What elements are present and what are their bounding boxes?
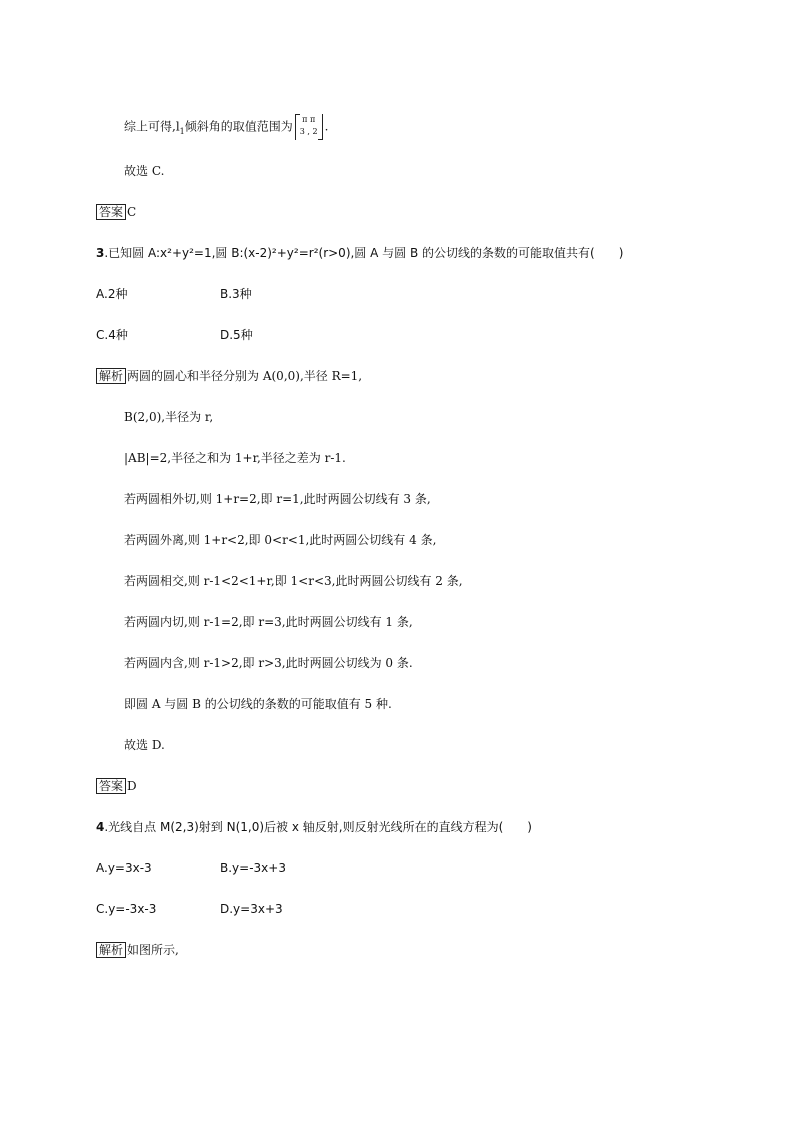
q3-option-d: D.5种 <box>220 328 253 342</box>
interval-bracket: π π 3 , 2 <box>295 114 323 140</box>
q3-option-a: A.2种 <box>96 287 128 301</box>
analysis-tag: 解析 <box>96 368 126 384</box>
q4-option-d: D.y=3x+3 <box>220 902 283 916</box>
q2-conclusion: 综上可得$,l_1$倾斜角的取值范围为 π π 3 , 2 . <box>124 114 328 140</box>
q3-analysis-line: 若两圆外离,则 1+r<2,即 0<r<1,此时两圆公切线有 4 条, <box>124 533 437 547</box>
q3-analysis-first: 解析 两圆的圆心和半径分别为 A(0,0),半径 R=1, <box>96 368 362 384</box>
answer-tag: 答案 <box>96 778 126 794</box>
q3-option-c: C.4种 <box>96 328 128 342</box>
analysis-tag: 解析 <box>96 942 126 958</box>
q3-option-b: B.3种 <box>220 287 252 301</box>
q3-analysis-line: B(2,0),半径为 r, <box>124 410 214 424</box>
q3-analysis-line: 故选 D. <box>124 738 165 752</box>
q4-option-a: A.y=3x-3 <box>96 861 152 875</box>
q2-choose: 故选 C. <box>124 164 165 178</box>
q3-analysis-line: 若两圆相交,则 r-1<2<1+r,即 1<r<3,此时两圆公切线有 2 条, <box>124 574 463 588</box>
answer-tag: 答案 <box>96 204 126 220</box>
q4-option-c: C.y=-3x-3 <box>96 902 157 916</box>
q4-option-b: B.y=-3x+3 <box>220 861 286 875</box>
q3-analysis-line: 若两圆相外切,则 1+r=2,即 r=1,此时两圆公切线有 3 条, <box>124 492 431 506</box>
q4-stem: 4.光线自点 M(2,3)射到 N(1,0)后被 x 轴反射,则反射光线所在的直线方程为( ) <box>96 820 532 834</box>
q3-analysis-line: 若两圆内含,则 r-1>2,即 r>3,此时两圆公切线为 0 条. <box>124 656 413 670</box>
q3-analysis-line: 若两圆内切,则 r-1=2,即 r=3,此时两圆公切线有 1 条, <box>124 615 413 629</box>
q3-answer: 答案 D <box>96 778 137 794</box>
q3-analysis-line: |AB|=2,半径之和为 1+r,半径之差为 r-1. <box>124 451 346 465</box>
q2-answer: 答案 C <box>96 204 136 220</box>
q4-analysis-first: 解析 如图所示, <box>96 942 179 958</box>
q3-stem: 3.已知圆 A:x²+y²=1,圆 B:(x-2)²+y²=r²(r>0),圆 A 与圆 B 的公切线的条数的可能取值共有( ) <box>96 246 624 260</box>
q3-analysis-line: 即圆 A 与圆 B 的公切线的条数的可能取值有 5 种. <box>124 697 392 711</box>
